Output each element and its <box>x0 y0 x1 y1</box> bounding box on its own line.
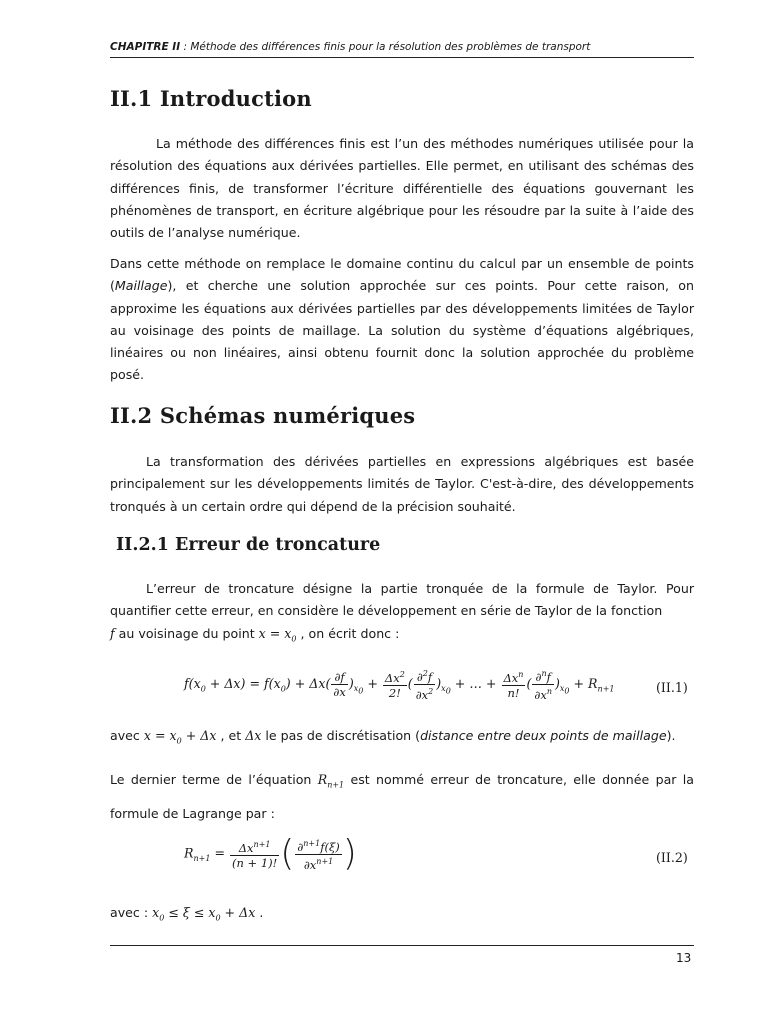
footer-rule <box>110 945 694 946</box>
erreur-paragraph-2: Le dernier terme de l’équation $R_{n+1}$ est nommé erreur de troncature, elle donnée par la formule de Lagrange par : <box>110 772 694 821</box>
section-title-introduction: II.1 Introduction <box>110 86 312 111</box>
equation-label-II2: (II.2) <box>656 850 688 865</box>
avec1-math: $x = x_0 + \Delta x$ <box>143 728 217 746</box>
erreur-p1-part-b: au voisinage du point <box>114 625 259 641</box>
intro-p2-maillage: Maillage <box>114 278 168 294</box>
page-number: 13 <box>676 951 692 965</box>
erreur-p1-math: $x = x_0$ <box>258 625 297 644</box>
chapter-label: CHAPITRE II <box>110 41 181 53</box>
erreur-p1-part-c: , on écrit donc : <box>296 625 400 641</box>
erreur-p1-part-a: L’erreur de troncature désigne la partie tronquée de la formule de Taylor. Pour quantifier cette erreur, en considère le développement en série de Taylor de la fonction <box>110 581 694 619</box>
equation-lagrange: $R_{n+1}$ = $\frac{\Delta x^{n+1}}{(n + 1)!}$ ( $\frac{\partial^{n+1}f(\xi)}{\partial x^{n+1}}$ ) <box>184 833 357 874</box>
intro-paragraph-1: La méthode des différences finis est l’un des méthodes numériques utilisée pour la résolution des équations aux dérivées partielles. Elle permet, en utilisant des schémas des différences finis, de transformer l’écriture différentielle des équations gouvernant les phénomènes de transport, en écriture algébrique pour les résoudre par la suite à l’aide des outils de l’analyse numérique. <box>110 136 694 241</box>
chapter-title: : Méthode des différences finis pour la résolution des problèmes de transport <box>180 41 591 53</box>
subsection-title-erreur: II.2.1 Erreur de troncature <box>116 535 381 555</box>
section-title-schemas: II.2 Schémas numériques <box>110 403 416 428</box>
avec2-math: $x_0 \le \xi \le x_0 + \Delta x$ <box>152 905 256 923</box>
equation-taylor: $f(x_0 + \Delta x) = f(x_0) + \Delta x$( $\frac{\partial f}{\partial x}$ )$_{x_0}$ + $\frac{\Delta x^2}{2!}$ ( $\frac{\partial^2f}{\partial x^2}$ )$_{x_0}$ + … + $\frac{\Delta x^n}{n!}$ ( $\frac{\partial^nf}{\partial x^n}$ )$_{x_0} + R_{n+1}$ <box>184 669 615 702</box>
running-header <box>110 41 694 53</box>
avec-line-2: avec : $x_0 \le \xi \le x_0 + \Delta x$ . <box>110 905 264 923</box>
erreur-paragraph-1 <box>110 578 694 650</box>
header-rule <box>110 57 694 58</box>
equation-label-II1: (II.1) <box>656 680 688 695</box>
intro-p2-part-a: Dans cette méthode on remplace le domaine continu du calcul par un ensemble de points ( <box>110 256 694 294</box>
schemas-paragraph: La transformation des dérivées partielles en expressions algébriques est basée principalement sur les développements limités de Taylor. C'est-à-dire, des développements tronqués à un certain ordre qui dépend de la précision souhaité. <box>110 454 694 514</box>
avec-line-1: avec $x = x_0 + \Delta x$ , et Δx le pas de discrétisation (distance entre deux points de maillage). <box>110 728 676 746</box>
intro-p2-part-b: ), et cherche une solution approchée sur ces points. Pour cette raison, on approxime les équations aux dérivées partielles par des développements limitées de Taylor au voisinage des points de maillage. La solution du système d’équations algébriques, linéaires ou non linéaires, ainsi obtenu fournit donc la solution approchée du problème posé. <box>110 278 694 383</box>
avec1-emphasis: distance entre deux points de maillage <box>420 728 667 743</box>
erreur-p1-f: f <box>110 625 115 641</box>
erreur-p2-R: $R_{n+1}$ <box>317 772 345 790</box>
intro-paragraph-2 <box>110 253 694 387</box>
